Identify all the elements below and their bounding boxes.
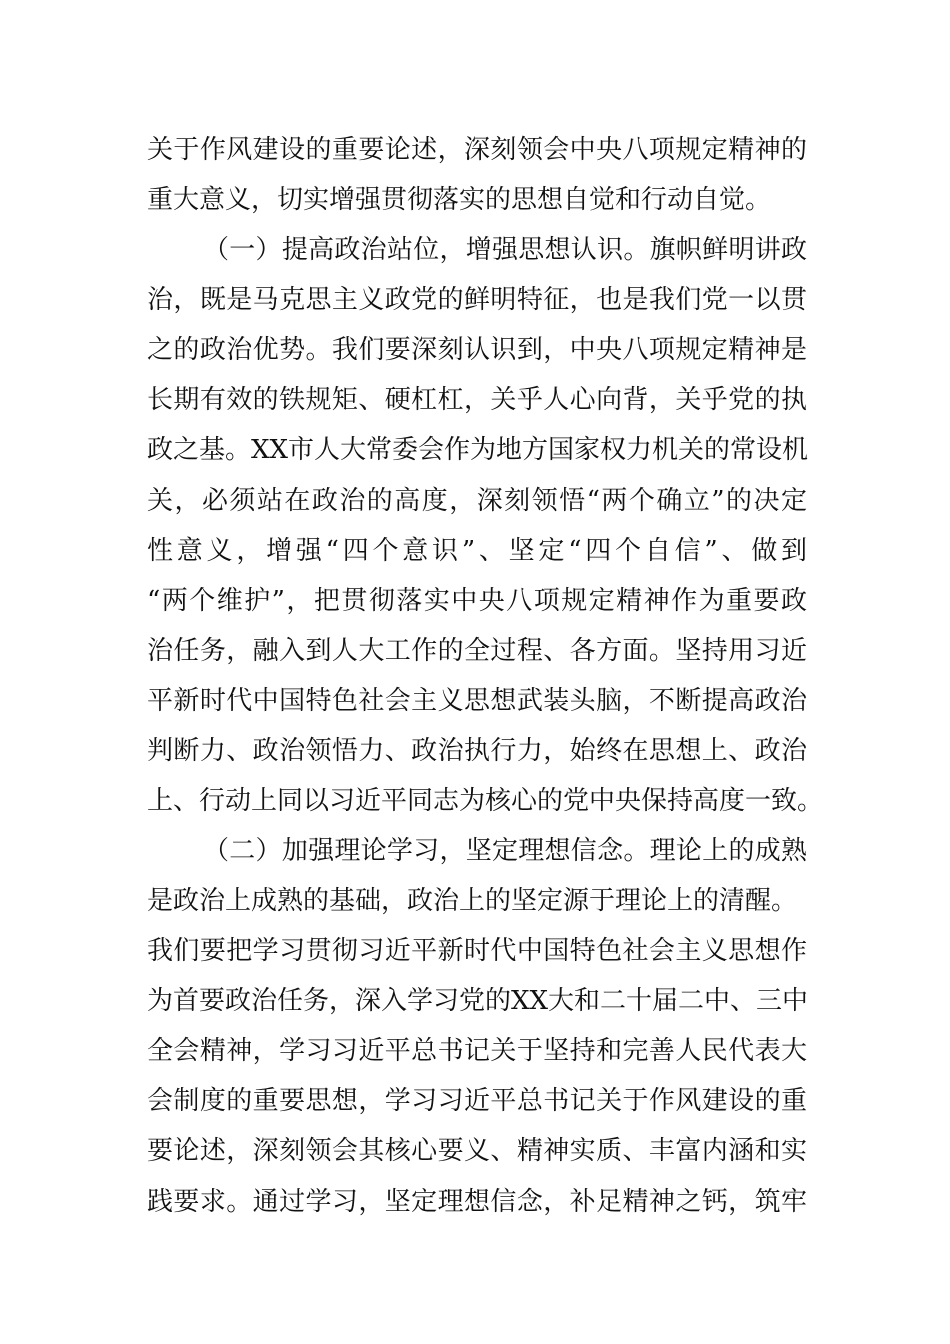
text-line: 全会精神，学习习近平总书记关于坚持和完善人民代表大 (147, 1036, 807, 1066)
text-line: 会制度的重要思想，学习习近平总书记关于作风建设的重 (147, 1086, 807, 1116)
text-line: 性意义，增强“四个意识”、坚定“四个自信”、做到 (147, 536, 807, 566)
text-line: 是政治上成熟的基础，政治上的坚定源于理论上的清醒。 (147, 886, 798, 916)
text-line: 践要求。通过学习，坚定理想信念，补足精神之钙，筑牢 (147, 1187, 807, 1217)
text-line: 治，既是马克思主义政党的鲜明特征，也是我们党一以贯 (147, 285, 807, 315)
text-line: 关于作风建设的重要论述，深刻领会中央八项规定精神的 (147, 135, 807, 165)
text-line: 治任务，融入到人大工作的全过程、各方面。坚持用习近 (147, 636, 807, 666)
text-line: 长期有效的铁规矩、硬杠杠，关乎人心向背，关乎党的执 (147, 385, 807, 415)
paragraph-heading-line: （一）提高政治站位，增强思想认识。旗帜鲜明讲政 (203, 235, 807, 265)
text-line: 我们要把学习贯彻习近平新时代中国特色社会主义思想作 (147, 936, 807, 966)
text-line: 政之基。XX市人大常委会作为地方国家权力机关的常设机 (147, 435, 809, 465)
text-line: “两个维护”，把贯彻落实中央八项规定精神作为重要政 (147, 586, 807, 616)
text-line: 关，必须站在政治的高度，深刻领悟“两个确立”的决定 (147, 486, 807, 516)
text-line: 判断力、政治领悟力、政治执行力，始终在思想上、政治 (147, 736, 807, 766)
text-line: 上、行动上同以习近平同志为核心的党中央保持高度一致。 (147, 786, 824, 816)
text-line: 重大意义，切实增强贯彻落实的思想自觉和行动自觉。 (147, 185, 772, 215)
text-line: 平新时代中国特色社会主义思想武装头脑，不断提高政治 (147, 686, 807, 716)
text-line: 之的政治优势。我们要深刻认识到，中央八项规定精神是 (147, 335, 807, 365)
paragraph-heading-line: （二）加强理论学习，坚定理想信念。理论上的成熟 (203, 836, 807, 866)
text-line: 要论述，深刻领会其核心要义、精神实质、丰富内涵和实 (147, 1136, 807, 1166)
text-line: 为首要政治任务，深入学习党的XX大和二十届二中、三中 (147, 986, 809, 1016)
